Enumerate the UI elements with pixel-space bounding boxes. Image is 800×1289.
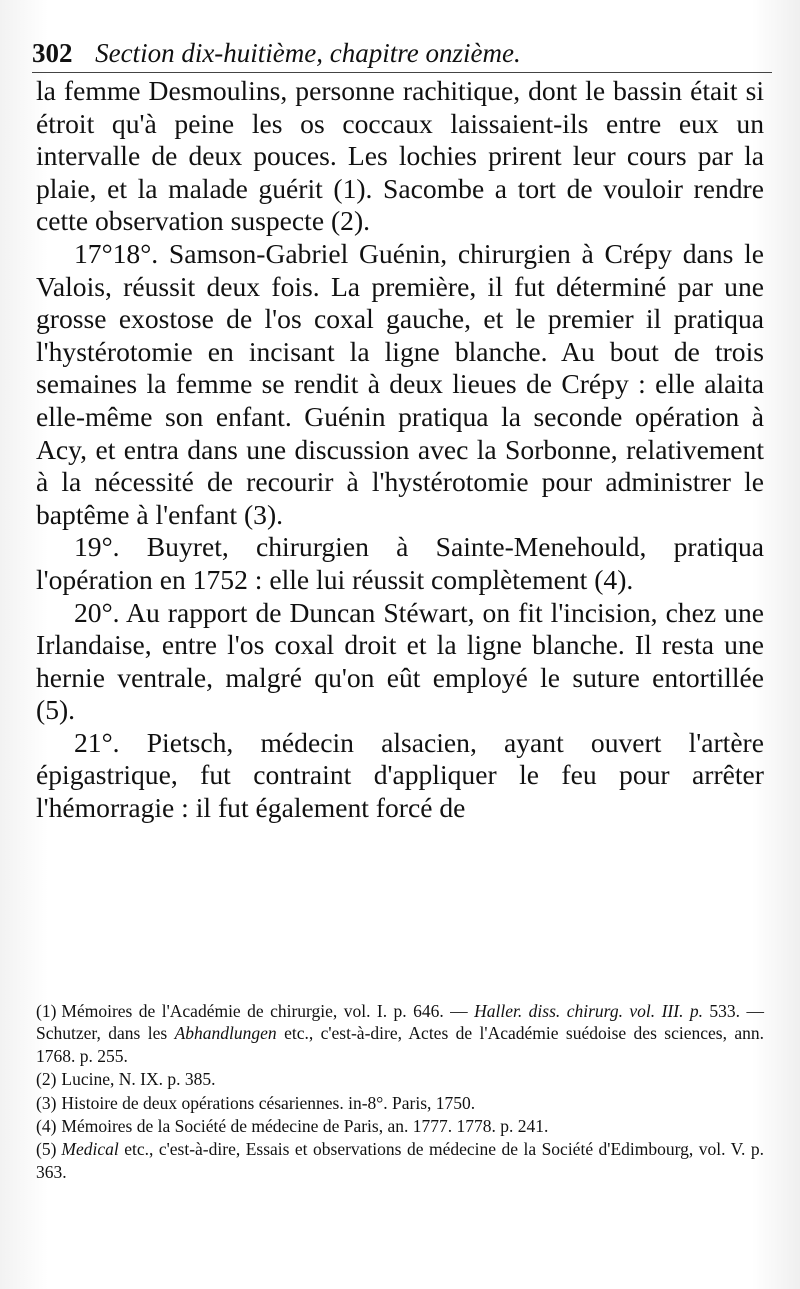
main-text xyxy=(36,75,764,825)
page-header xyxy=(32,36,772,73)
footnote-text: Lucine, N. IX. p. 385. xyxy=(61,1069,216,1090)
paragraph-item-20: 20°. Au rapport de Duncan Stéwart, on fit l'incision, chez une Irlandaise, entre l'os coxal droit et la ligne blanche. Il resta une hernie ventrale, malgré qu'on eût employé le suture entortillée (5). xyxy=(36,596,764,726)
footnote-italic-text: Medical xyxy=(61,1139,119,1160)
footnote-text: etc., c'est-à-dire, Actes de l'Académie suédoise des sciences, ann. 1768. p. 255. xyxy=(36,1023,764,1066)
footnote-2 xyxy=(36,1068,764,1090)
paragraph-item-17-18: 17°18°. Samson-Gabriel Guénin, chirurgien à Crépy dans le Valois, réussit deux fois. La première, il fut déterminé par une grosse exostose de l'os coxal gauche, et le premier il pratiqua l'hystérotomie en incisant la ligne blanche. Au bout de trois semaines la femme se rendit à deux lieues de Crépy : elle alaita elle-même son enfant. Guénin pratiqua la seconde opération à Acy, et entra dans une discussion avec la Sorbonne, relativement à la nécessité de recourir à l'hystérotomie pour administrer le baptême à l'enfant (3). xyxy=(36,237,764,530)
paragraph-item-19: 19°. Buyret, chirurgien à Sainte-Menehould, pratiqua l'opération en 1752 : elle lui réussit complètement (4). xyxy=(36,531,764,595)
footnote-text: etc., c'est-à-dire, Essais et observations de médecine de la Société d'Edimbourg, vol. V. p. 363. xyxy=(36,1139,764,1182)
footnote-text: Mémoires de l'Académie de chirurgie, vol. I. p. 646. — xyxy=(61,1001,475,1021)
footnote-italic-text: Abhandlungen xyxy=(174,1023,277,1044)
running-title: Section dix-huitième, chapitre onzième. xyxy=(95,38,521,68)
footnote-number: (4) xyxy=(36,1116,57,1137)
paragraph-continuation: la femme Desmoulins, personne rachitique, dont le bassin était si étroit qu'à peine les os coccaux laissaient-ils entre eux un intervalle de deux pouces. Les lochies prirent leur cours par la plaie, et la malade guérit (1). Sacombe a tort de vouloir rendre cette observation suspecte (2). xyxy=(36,75,764,237)
paragraph-item-21: 21°. Pietsch, médecin alsacien, ayant ouvert l'artère épigastrique, fut contraint d'appliquer le feu pour arrêter l'hémorragie : il fut également forcé de xyxy=(36,726,764,824)
footnote-number: (2) xyxy=(36,1069,57,1090)
page-number: 302 xyxy=(32,38,73,68)
footnote-number: (3) xyxy=(36,1092,57,1113)
footnote-1 xyxy=(36,1000,764,1067)
footnote-5 xyxy=(36,1138,764,1183)
footnote-text: Mémoires de la Société de médecine de Paris, an. 1777. 1778. p. 241. xyxy=(61,1116,549,1137)
footnote-italic-text: Haller. diss. chirurg. vol. III. p. xyxy=(474,1001,703,1021)
footnote-text: Histoire de deux opérations césariennes. in-8°. Paris, 1750. xyxy=(61,1092,476,1113)
footnote-number: (1) xyxy=(36,1001,57,1021)
footnote-text: 533. — Schutzer, dans les xyxy=(36,1001,764,1044)
footnote-number: (5) xyxy=(36,1139,57,1160)
footnote-3 xyxy=(36,1092,764,1114)
footnotes xyxy=(36,1000,764,1184)
footnote-4 xyxy=(36,1115,764,1137)
